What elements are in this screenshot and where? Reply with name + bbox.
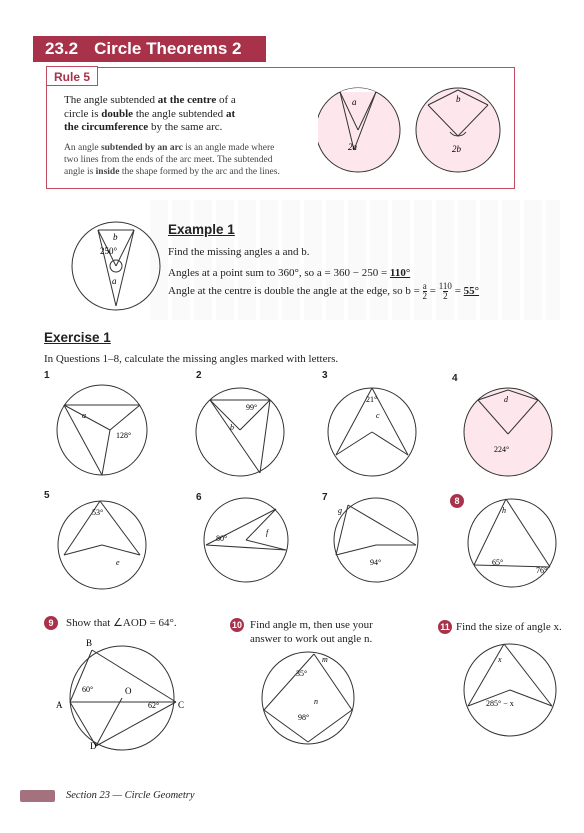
rule-text-bold: double (101, 107, 134, 120)
rule-fig1-a: a (352, 97, 357, 107)
q9-text: Show that ∠AOD = 64°. (66, 617, 177, 629)
q4-224: 224° (494, 445, 510, 454)
q2-99: 99° (246, 403, 258, 412)
example-fig-b: b (113, 232, 118, 242)
figure-q1 (52, 380, 152, 480)
q7-94: 94° (370, 558, 382, 567)
q10-98: 98° (298, 713, 310, 722)
q10-line: Find angle m, then use your (250, 619, 373, 631)
example-fig-a: a (112, 276, 117, 286)
frac-den: 2 (443, 291, 448, 301)
figure-q2 (190, 380, 290, 480)
example-line-1: Find the missing angles a and b. (168, 246, 310, 258)
q3-c: c (376, 411, 380, 420)
question-number: 3 (322, 370, 328, 381)
example-line-3-text: Angle at the centre is double the angle at the edge, so b = (168, 285, 423, 298)
question-number: 6 (196, 492, 202, 503)
q8-65: 65° (492, 558, 504, 567)
rule-text-part: The angle subtended (64, 94, 158, 106)
question-number-circle: 11 (438, 620, 452, 634)
frac-num: 110 (438, 281, 452, 291)
figure-q10 (258, 648, 358, 748)
q1-a: a (82, 411, 86, 420)
rule-text (64, 94, 314, 135)
example-answer-a: 110° (389, 267, 411, 279)
q5-e: e (116, 558, 120, 567)
example-line-3: Angle at the centre is double the angle at the edge, so $b = \frac{a}{2} = \frac{110}{2} = 55^\circ$ (168, 281, 480, 301)
rule-fig2-b: b (456, 94, 461, 104)
q10-line: answer to work out angle n. (250, 633, 373, 645)
q5-53: 53° (92, 508, 104, 517)
example-title: Example 1 (168, 222, 235, 237)
footer-bar (20, 790, 55, 802)
section-banner (33, 36, 266, 62)
q10-text (250, 618, 430, 646)
rule-text-bold: at (225, 107, 236, 120)
rule-text-part: by the same arc. (148, 121, 223, 133)
question-number: 7 (322, 492, 328, 503)
frac-num: a (422, 281, 427, 291)
example-answer-b: 55° (463, 285, 480, 298)
footer-text: Section 23 — Circle Geometry (66, 790, 195, 801)
q1-128: 128° (116, 431, 132, 440)
question-number: 4 (452, 373, 458, 384)
question-number: 2 (196, 370, 202, 381)
figure-q7 (326, 495, 426, 585)
q9-C: C (178, 700, 185, 710)
q10-35: 35° (296, 669, 308, 678)
question-number: 1 (44, 370, 50, 381)
q11-x: x (498, 655, 502, 664)
q9-A: A (56, 700, 63, 710)
section-title: Circle Theorems 2 (94, 39, 242, 58)
q6-f: f (266, 528, 269, 537)
figure-q11 (458, 640, 562, 740)
q9-60: 60° (82, 685, 94, 694)
q10-n: n (314, 697, 318, 706)
rule-note (64, 142, 314, 178)
example-figure (68, 218, 164, 314)
figure-q9 (52, 636, 192, 752)
example-frac-1 (423, 282, 428, 301)
figure-q3 (322, 380, 422, 480)
q9-D: D (90, 741, 97, 751)
section-number: 23.2 (45, 39, 79, 58)
q3-21: 21° (366, 395, 378, 404)
exercise-instructions: In Questions 1–8, calculate the missing angles marked with letters. (44, 353, 339, 365)
rule-note-part: is an angle made where (182, 143, 275, 153)
figure-q5 (52, 495, 152, 595)
example-line-2-text: Angles at a point sum to 360°, so a = 360 − 250 = (168, 267, 390, 279)
example-frac-2 (439, 282, 452, 301)
rule-text-part: the angle subtended (133, 107, 226, 120)
rule-note-part: angle is (64, 167, 96, 177)
rule-text-part: of a (216, 94, 236, 106)
q7-g: g (338, 506, 342, 515)
figure-q8 (462, 495, 562, 590)
rule-note-bold: subtended by an arc (100, 143, 183, 153)
rule-tag: Rule 5 (46, 66, 98, 86)
rule-fig2-2b: 2b (452, 144, 461, 154)
frac-den: 2 (422, 291, 428, 301)
example-fig-250: 250° (100, 246, 118, 256)
q8-76: 76° (536, 566, 548, 575)
q10-m: m (322, 655, 328, 664)
figure-q6 (196, 495, 296, 585)
question-number-circle: 8 (450, 494, 464, 508)
rule-text-bold: at the centre (157, 94, 217, 106)
q2-b: b (230, 423, 234, 432)
rule-figure-1 (318, 88, 400, 172)
question-number: 5 (44, 490, 50, 501)
question-number-circle: 10 (231, 620, 242, 630)
q11-285: 285° − x (486, 699, 514, 708)
q4-d: d (504, 395, 508, 404)
q8-h: h (502, 506, 506, 515)
q9-62: 62° (148, 701, 160, 710)
example-background (150, 200, 560, 320)
rule-figures (318, 80, 508, 184)
rule-note-bold: inside (95, 167, 120, 177)
q11-text: Find the size of angle x. (456, 621, 562, 633)
rule-text-part: circle is (64, 107, 102, 120)
rule-note-line: two lines from the ends of the arc meet. The subtended (64, 155, 273, 165)
q9-O: O (125, 686, 132, 696)
rule-note-part: An angle (64, 143, 101, 153)
rule-fig1-2a: 2a (348, 142, 357, 152)
exercise-title: Exercise 1 (44, 330, 111, 345)
q6-80: 80° (216, 534, 228, 543)
question-number-circle: 9 (44, 616, 58, 630)
figure-q4 (458, 380, 558, 480)
q9-B: B (86, 638, 93, 648)
rule-note-part: the shape formed by the arc and the lines. (119, 167, 280, 177)
rule-text-bold: the circumference (64, 121, 149, 133)
example-line-2 (168, 266, 548, 280)
